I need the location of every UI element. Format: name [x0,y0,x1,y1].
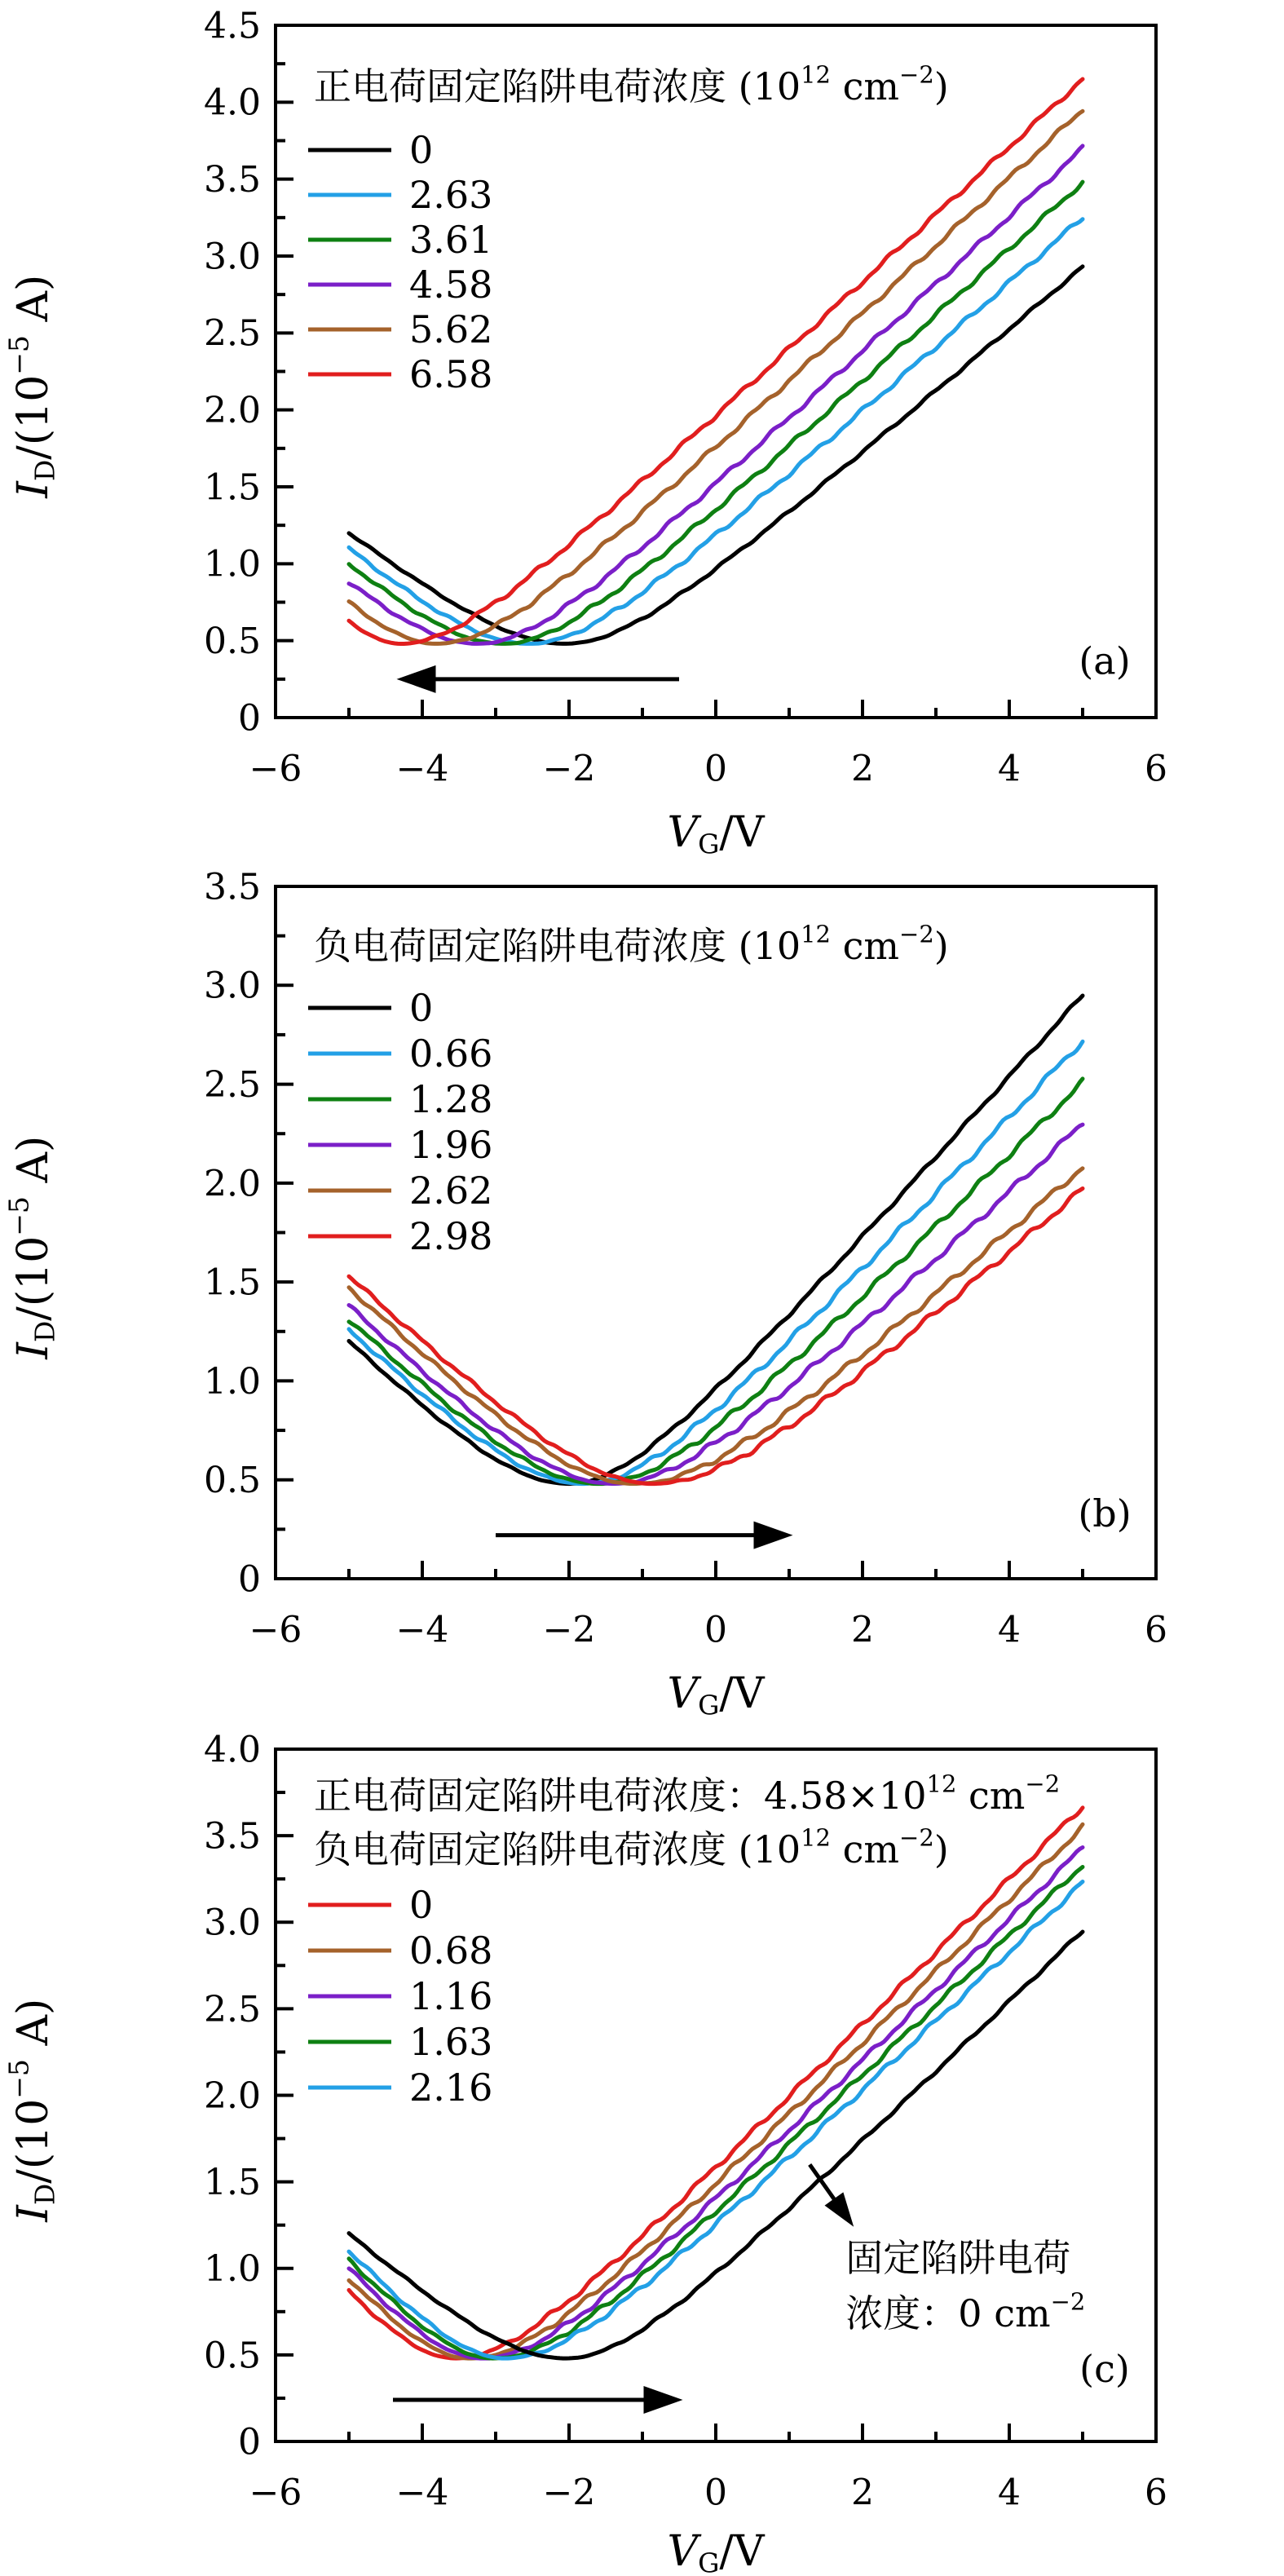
text-part: 12 [801,920,832,948]
legend-label [409,1929,492,1973]
x-tick-label [249,748,302,789]
panel-label-c [1079,2347,1130,2391]
annotation-arrow-c [810,2164,854,2226]
y-tick-label [204,2335,261,2376]
text-part: 2 [851,748,874,790]
text-part: 6 [1145,1609,1167,1651]
text-part: 2.5 [204,312,261,355]
shift-arrow-c-head [644,2386,683,2414]
x-tick-label [704,748,727,789]
y-axis-title-c [3,1999,61,2223]
panel-b [3,866,1167,1721]
text-part: 2.16 [409,2066,493,2110]
x-tick-label [396,1609,449,1650]
text-part: cm [831,1827,900,1872]
shift-arrow-a-head [397,665,436,693]
panel-a [3,5,1167,859]
legend-title-a-0 [314,60,949,108]
text-part: 0.5 [204,2335,261,2377]
x-tick-label [396,748,449,789]
legend-label [409,1077,492,1121]
legend-label [409,1883,433,1927]
text-part: 1.0 [204,543,261,585]
text-part: 6 [1145,2472,1167,2514]
legend-title-c-1 [314,1823,949,1871]
text-part: I [9,2205,58,2222]
y-tick-label [204,1902,261,1944]
text-part: /(10 [9,1235,58,1321]
shift-arrow-b [496,1522,793,1549]
x-tick-label [851,1609,874,1650]
y-tick-label [204,1989,261,2030]
text-part: −2 [542,748,596,790]
panel-c [3,1729,1167,2576]
text-part: 1.5 [204,466,261,509]
text-part: 1.96 [409,1123,493,1168]
text-part: 2.0 [204,1163,261,1205]
plot-border-a [276,25,1156,718]
x-axis-title-a [667,808,765,859]
text-part: 1.28 [409,1077,493,1122]
text-part: 0 [704,1609,727,1651]
y-tick-label [204,544,261,585]
text-part: −2 [1050,2287,1086,2316]
y-tick-label [204,159,261,201]
x-axis-title-c [667,2527,765,2576]
x-tick-label [543,1609,596,1650]
x-tick-label [396,2472,449,2513]
x-tick-label [704,2472,727,2513]
text-part: 1.0 [204,1360,261,1403]
text-part: 2.5 [204,1063,261,1106]
legend-label [409,986,433,1030]
x-tick-label [543,2472,596,2513]
legend-label [409,2066,492,2110]
text-part: −2 [899,1823,934,1852]
y-tick-label [204,621,261,662]
x-axis-title-b [667,1669,765,1721]
text-part: −2 [899,60,934,89]
text-part: 6.58 [409,352,493,397]
text-part: /V [719,2527,765,2576]
text-part: cm [831,924,900,969]
shift-arrow-a [397,665,680,693]
y-tick-label [204,1064,261,1106]
legend-label [409,1214,492,1258]
text-part: V [667,808,699,858]
legend-label [409,2020,492,2064]
panel-label-b [1078,1491,1131,1535]
text-part: 4.58 [409,263,493,307]
text-part: 5.62 [409,307,493,352]
text-part: G [698,2547,720,2576]
y-tick-label [238,697,261,739]
text-part: −2 [542,1609,596,1651]
text-part: −6 [249,1609,302,1651]
y-tick-label [204,866,261,908]
text-part: 1.0 [204,2248,261,2291]
text-part: −5 [2,2059,35,2099]
text-part: 0 [409,1883,434,1928]
legend-label [409,1123,492,1167]
y-tick-label [204,1816,261,1858]
y-axis-title-b [3,1136,61,1360]
text-part: 3.0 [204,236,261,278]
y-tick-label [238,2421,261,2463]
y-tick-label [204,5,261,46]
text-part: 3.5 [204,1815,261,1858]
legend-label [409,128,433,172]
y-axis-title-a [3,275,61,499]
legend-title-c-0 [314,1770,1060,1818]
y-tick-label [204,1361,261,1403]
text-part: A) [9,1135,58,1197]
y-tick-label [204,313,261,355]
legend-label [409,1169,492,1213]
text-part: ) [933,1827,949,1872]
text-part: cm [831,64,900,109]
text-part: 负电荷固定陷阱电荷浓度 (10 [314,924,801,969]
text-part: −2 [542,2472,596,2514]
text-part: D [29,2183,61,2206]
legend-label [409,1032,492,1076]
x-tick-label [704,1609,727,1650]
text-part: −2 [899,920,934,948]
text-part: G [698,1689,720,1721]
text-part: (a) [1079,638,1131,683]
text-part: 0 [704,2472,727,2514]
y-tick-label [204,2075,261,2117]
y-tick-label [204,1163,261,1204]
y-tick-label [204,390,261,431]
text-part: 2 [851,1609,874,1651]
x-tick-label [249,1609,302,1650]
text-part: 3.0 [204,965,261,1007]
text-part: −4 [395,2472,449,2514]
x-tick-label [998,2472,1021,2513]
text-part: 4.0 [204,82,261,124]
text-part: I [9,1342,58,1359]
text-part: D [29,459,61,482]
x-tick-label [998,748,1021,789]
annotation-line-1 [845,2287,1085,2335]
legend-label [409,352,492,396]
text-part: 1.5 [204,2162,261,2204]
text-part: −5 [2,335,35,375]
legend-label [409,263,492,307]
text-part: 浓度：0 cm [845,2291,1051,2336]
text-part: 2 [851,2472,874,2514]
text-part: 正电荷固定陷阱电荷浓度 (10 [314,64,801,109]
text-part: 2.5 [204,1988,261,2030]
x-tick-label [1145,748,1167,789]
text-part: 0 [409,128,434,173]
text-part: /V [719,1669,765,1719]
panel-label-a [1079,638,1130,683]
y-tick-label [204,965,261,1007]
legend-title-b-0 [314,920,949,968]
text-part: 1.63 [409,2020,493,2065]
y-tick-label [204,1460,261,1501]
y-tick-label [204,466,261,508]
y-tick-label [204,1262,261,1304]
text-part: 2.62 [409,1169,493,1213]
text-part: G [698,828,720,860]
text-part: 0 [238,1558,261,1601]
text-part: (c) [1079,2346,1130,2391]
text-part: /(10 [9,2098,58,2184]
x-tick-label [1145,2472,1167,2513]
shift-arrow-b-head [754,1522,793,1549]
text-part: 负电荷固定陷阱电荷浓度 (10 [314,1827,801,1872]
text-part: 4 [998,748,1021,790]
text-part: 0 [238,2421,261,2463]
annotation-arrow-c-head [825,2192,854,2226]
text-part: 4 [998,2472,1021,2514]
y-tick-label [204,236,261,277]
text-part: 固定陷阱电荷 [845,2236,1071,2281]
legend-label [409,1974,492,2018]
text-part: 12 [801,1823,832,1852]
y-tick-label [204,1729,261,1770]
text-part: 2.0 [204,2074,261,2117]
legend-label [409,173,492,217]
shift-arrow-c [393,2386,683,2414]
legend-label [409,218,492,262]
text-part: 1.16 [409,1974,493,2019]
text-part: 2.63 [409,173,493,218]
text-part: 3.0 [204,1902,261,1944]
text-part: A) [9,1998,58,2060]
text-part: −4 [395,748,449,790]
text-part: ) [933,924,949,969]
text-part: 1.5 [204,1261,261,1304]
annotation-line-0 [845,2236,1070,2280]
text-part: (b) [1078,1491,1132,1536]
y-tick-label [204,2162,261,2203]
text-part: 12 [926,1770,957,1798]
text-part: 正电荷固定陷阱电荷浓度：4.58×10 [314,1774,927,1818]
text-part: 0.66 [409,1032,493,1076]
text-part: 0.5 [204,621,261,663]
text-part: 4 [998,1609,1021,1651]
x-tick-label [543,748,596,789]
text-part: V [667,2527,699,2576]
text-part: ) [933,64,949,109]
x-tick-label [851,748,874,789]
text-part: 0 [704,748,727,790]
text-part: 2.0 [204,390,261,432]
legend-label [409,307,492,351]
text-part: −6 [249,748,302,790]
text-part: 2.98 [409,1214,493,1259]
text-part: 3.61 [409,218,493,263]
text-part: 0.68 [409,1929,493,1973]
text-part: −2 [1025,1770,1061,1798]
x-tick-label [851,2472,874,2513]
text-part: 4.0 [204,1729,261,1771]
x-tick-label [249,2472,302,2513]
y-tick-label [238,1558,261,1600]
text-part: cm [956,1774,1026,1818]
text-part: /(10 [9,374,58,460]
text-part: I [9,481,58,498]
text-part: 3.5 [204,159,261,201]
text-part: 12 [801,60,832,89]
text-part: 3.5 [204,866,261,908]
text-part: A) [9,274,58,336]
text-part: 6 [1145,748,1167,790]
text-part: /V [719,808,765,858]
plot-border-b [276,886,1156,1579]
x-tick-label [1145,1609,1167,1650]
text-part: −6 [249,2472,302,2514]
text-part: 0 [409,986,434,1031]
text-part: −5 [2,1196,35,1236]
text-part: −4 [395,1609,449,1651]
text-part: D [29,1320,61,1343]
text-part: 4.5 [204,5,261,47]
text-part: 0 [238,697,261,740]
y-tick-label [204,2248,261,2290]
y-tick-label [204,82,261,124]
text-part: V [667,1669,699,1719]
x-tick-label [998,1609,1021,1650]
text-part: 0.5 [204,1460,261,1502]
